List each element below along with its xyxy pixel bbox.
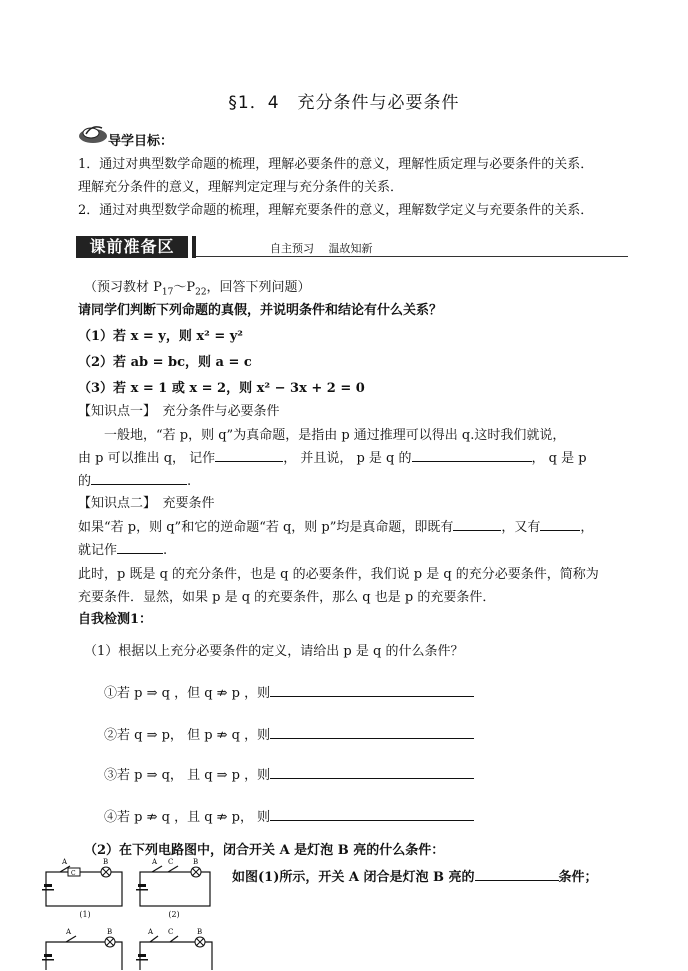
check-item-2: ②若 q ⇒ p， 但 p ⇏ q ，则 xyxy=(104,724,474,743)
kp2-header: 【知识点二】 充要条件 xyxy=(78,496,215,511)
page-title: §1．4 充分条件与必要条件 xyxy=(228,93,460,113)
svg-text:B: B xyxy=(107,928,113,936)
svg-text:A: A xyxy=(152,858,158,866)
goals-line-2: 理解充分条件的意义，理解判定定理与充分条件的关系． xyxy=(78,180,404,195)
check-part-2: （2）在下列电路图中，闭合开关 A 是灯泡 B 亮的什么条件： xyxy=(84,843,445,858)
circuit-4 xyxy=(134,928,218,970)
section-label: 课前准备区 xyxy=(76,236,188,258)
goals-line-1: 1．通过对典型数学命题的梳理，理解必要条件的意义，理解性质定理与必要条件的关系． xyxy=(78,157,594,172)
kp1-line-3: 的 . xyxy=(78,474,192,489)
svg-text:A: A xyxy=(148,928,154,936)
svg-text:A: A xyxy=(62,858,68,866)
circuit-1-caption: (1) xyxy=(79,910,91,919)
svg-text:C: C xyxy=(71,870,76,877)
kp2-line-2: 就记作 . xyxy=(78,543,168,558)
kp2-line-3: 此时，p 既是 q 的充分条件，也是 q 的必要条件，我们说 p 是 q 的充分必要条件，简称为 xyxy=(78,567,599,582)
preview-note: （预习教材 $P_{17}\sim P_{22}$，回答下列问题） xyxy=(84,280,311,298)
svg-text:C: C xyxy=(168,928,174,936)
preview-question: 请同学们判断下列命题的真假，并说明条件和结论有什么关系？ xyxy=(78,303,443,318)
answer-blank-4[interactable] xyxy=(270,808,474,821)
goals-line-3: 2．通过对典型数学命题的梳理，理解充要条件的意义，理解数学定义与充要条件的关系． xyxy=(78,203,594,218)
circuit-2 xyxy=(134,858,214,919)
kp2-line-1: 如果“若 p，则 q”和它的逆命题“若 q，则 p”均是真命题，即既有 ，又有 ， xyxy=(78,520,594,535)
kp1-header: 【知识点一】 充分条件与必要条件 xyxy=(78,404,280,419)
check-part-1: （1）根据以上充分必要条件的定义，请给出 p 是 q 的什么条件？ xyxy=(84,644,464,659)
check-item-3: ③若 p ⇒ q， 且 q ⇒ p ，则 xyxy=(104,764,474,783)
answer-blank-3[interactable] xyxy=(270,766,474,779)
section-bar xyxy=(76,236,628,258)
section-divider xyxy=(192,236,196,258)
section-subtitle: 自主预习 温故知新 xyxy=(270,242,373,255)
circuit-3 xyxy=(40,928,130,970)
check-part-2-answer: 如图(1)所示，开关 A 闭合是灯泡 B 亮的 条件； xyxy=(232,870,598,885)
kp1-line-2: 由 p 可以推出 q， 记作 ， 并且说， p 是 q 的 ， q 是 p xyxy=(78,451,587,466)
preview-q1: （1）若 x = y，则 x² = y² xyxy=(78,329,243,344)
check-item-1: ①若 p ⇒ q ，但 q ⇏ p ，则 xyxy=(104,682,474,701)
preview-q2: （2）若 ab = bc，则 a = c xyxy=(78,355,252,370)
svg-text:B: B xyxy=(103,858,109,866)
kp1-line-1: 一般地，“若 p，则 q”为真命题，是指由 p 通过推理可以得出 q.这时我们就说， xyxy=(104,428,566,443)
check-item-4: ④若 p ⇏ q ，且 q ⇏ p， 则 xyxy=(104,806,474,825)
answer-blank-2[interactable] xyxy=(270,726,474,739)
answer-blank-1[interactable] xyxy=(270,684,474,697)
preview-q3: （3）若 x = 1 或 x = 2，则 x² − 3x + 2 = 0 xyxy=(78,381,365,396)
svg-text:B: B xyxy=(193,858,199,866)
svg-text:C: C xyxy=(168,858,174,866)
goals-header: 导学目标： xyxy=(108,134,174,149)
circuit-1 xyxy=(40,858,130,919)
goals-icon xyxy=(78,122,108,148)
kp2-line-4: 充要条件．显然，如果 p 是 q 的充要条件，那么 q 也是 p 的充要条件． xyxy=(78,590,496,605)
circuit-2-caption: (2) xyxy=(168,910,180,919)
check-header: 自我检测1： xyxy=(78,612,153,627)
svg-text:B: B xyxy=(197,928,203,936)
section-underline xyxy=(196,256,628,257)
circuit-3-label-a: A xyxy=(66,928,72,936)
